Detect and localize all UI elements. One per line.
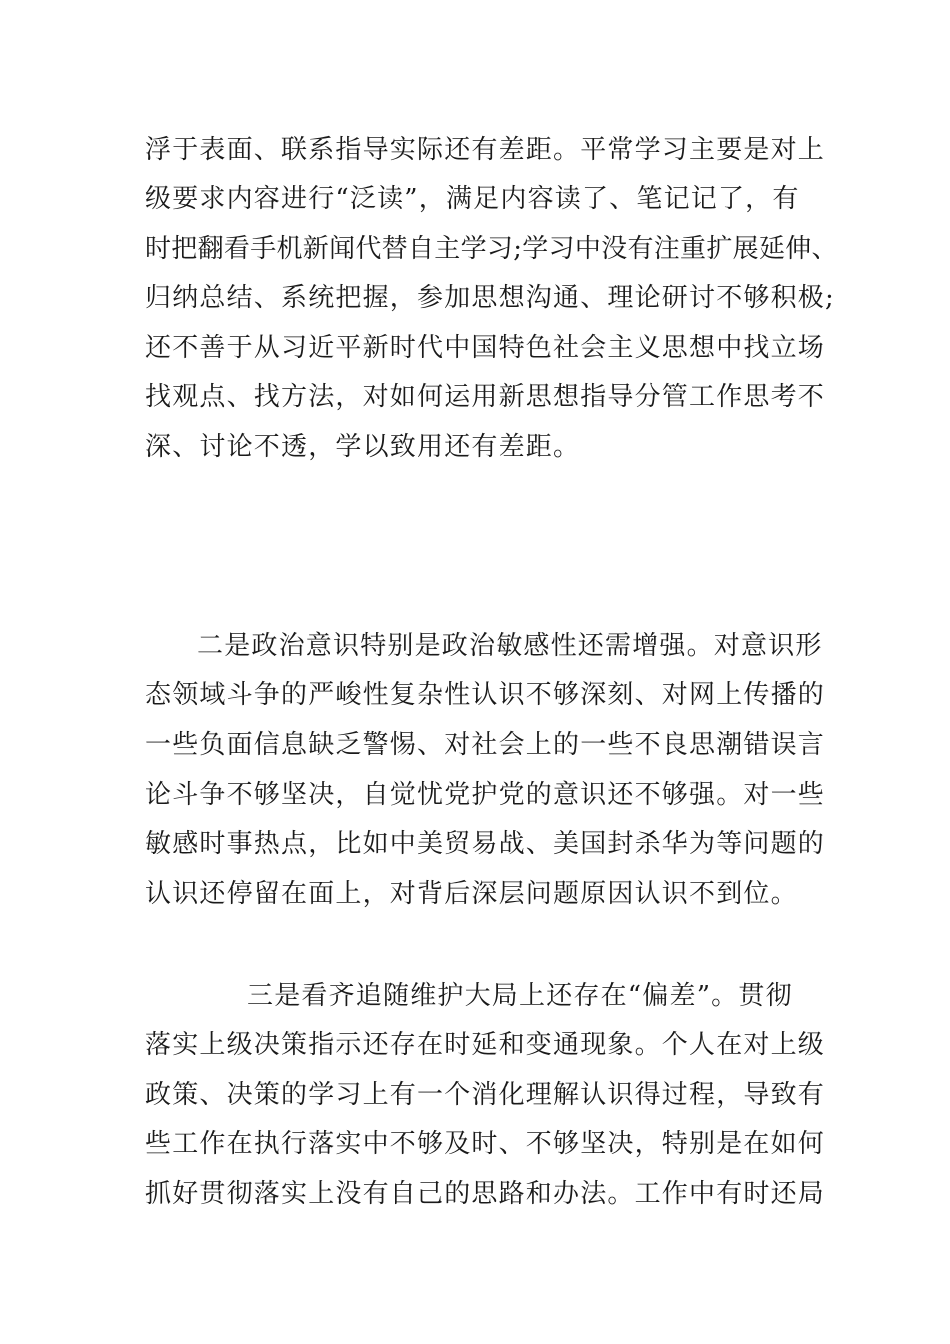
text-line: 归纳总结、系统把握，参加思想沟通、理论研讨不够积极; — [145, 283, 835, 313]
text-line: 三是看齐追随维护大局上还存在“偏差”。贯彻 — [247, 981, 793, 1011]
text-line: 敏感时事热点，比如中美贸易战、美国封杀华为等问题的 — [145, 829, 826, 859]
text-line: 政策、决策的学习上有一个消化理解认识得过程，导致有 — [145, 1080, 826, 1110]
text-line: 些工作在执行落实中不够及时、不够坚决，特别是在如何 — [145, 1129, 826, 1159]
text-line: 时把翻看手机新闻代替自主学习;学习中没有注重扩展延伸、 — [145, 234, 838, 264]
text-line: 态领域斗争的严峻性复杂性认识不够深刻、对网上传播的 — [145, 680, 826, 710]
text-line: 论斗争不够坚决，自觉忧党护党的意识还不够强。对一些 — [145, 780, 826, 810]
text-line: 浮于表面、联系指导实际还有差距。平常学习主要是对上 — [145, 135, 826, 165]
text-line: 找观点、找方法，对如何运用新思想指导分管工作思考不 — [145, 382, 826, 412]
text-line: 二是政治意识特别是政治敏感性还需增强。对意识形 — [197, 631, 823, 661]
text-line: 落实上级决策指示还存在时延和变通现象。个人在对上级 — [145, 1030, 826, 1060]
text-line: 级要求内容进行“泛读”，满足内容读了、笔记记了，有 — [145, 184, 800, 214]
text-line: 深、讨论不透，学以致用还有差距。 — [145, 432, 581, 462]
text-line: 抓好贯彻落实上没有自己的思路和办法。工作中有时还局 — [145, 1179, 826, 1209]
text-line: 一些负面信息缺乏警惕、对社会上的一些不良思潮错误言 — [145, 730, 826, 760]
text-line: 还不善于从习近平新时代中国特色社会主义思想中找立场 — [145, 333, 826, 363]
text-line: 认识还停留在面上，对背后深层问题原因认识不到位。 — [145, 879, 798, 909]
